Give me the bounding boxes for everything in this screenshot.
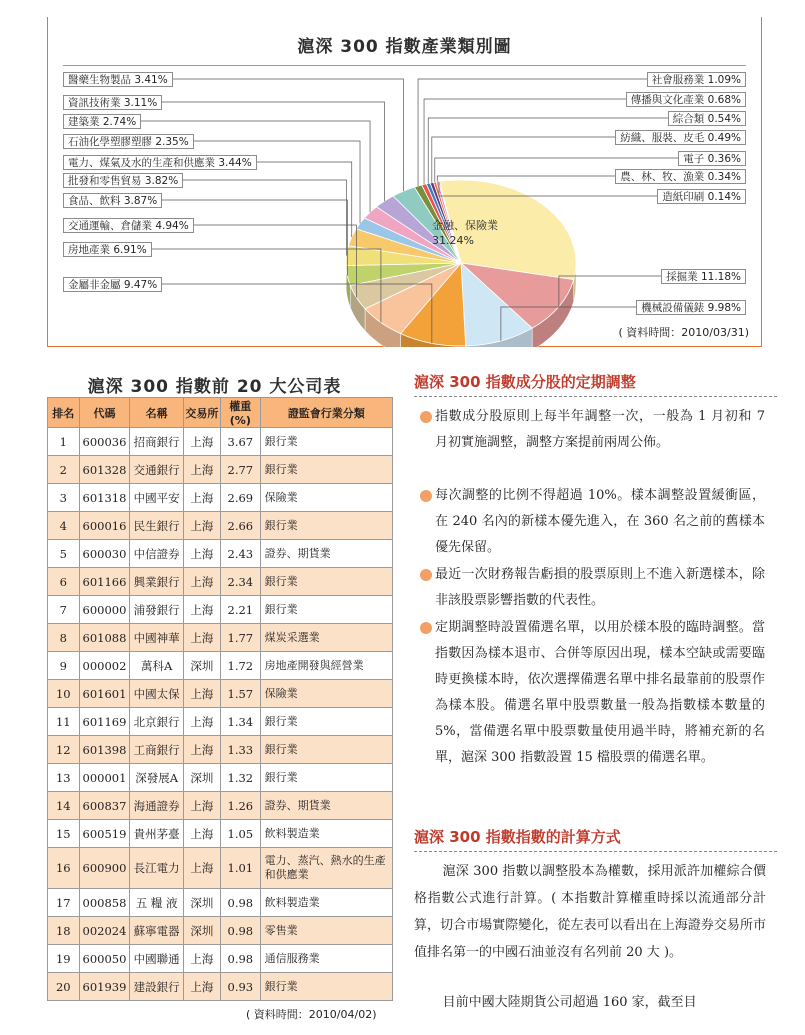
- table-cell: 601601: [79, 680, 130, 708]
- table-cell: 20: [48, 973, 80, 1001]
- table-cell: 銀行業: [260, 708, 392, 736]
- table-cell: 民生銀行: [130, 512, 183, 540]
- table-row: [48, 889, 393, 917]
- pie-label: 農、林、牧、漁業 0.34%: [615, 169, 746, 184]
- table-header-cell: 名稱: [130, 398, 183, 428]
- table-row: [48, 456, 393, 484]
- table-cell: 蘇寧電器: [130, 917, 183, 945]
- table-cell: 7: [48, 596, 80, 624]
- bullet-dot-icon: [420, 490, 432, 502]
- bullet-dot-icon: [420, 569, 432, 581]
- table-cell: 貴州茅臺: [130, 820, 183, 848]
- table-row: [48, 680, 393, 708]
- table-cell: 交通銀行: [130, 456, 183, 484]
- table-cell: 2: [48, 456, 80, 484]
- leader-line: [257, 162, 352, 237]
- table-cell: 1.72: [220, 652, 260, 680]
- table-row: [48, 848, 393, 889]
- table-row: [48, 568, 393, 596]
- table-cell: 中國神華: [130, 624, 183, 652]
- table-cell: 18: [48, 917, 80, 945]
- table-cell: 4: [48, 512, 80, 540]
- table-body: [48, 428, 393, 1001]
- table-cell: 9: [48, 652, 80, 680]
- table-cell: 保險業: [260, 484, 392, 512]
- table-cell: 1.57: [220, 680, 260, 708]
- pie-label: 造紙印刷 0.14%: [657, 189, 746, 204]
- pie-label: 傳播與文化產業 0.68%: [626, 92, 746, 107]
- table-cell: 長江電力: [130, 848, 183, 889]
- table-cell: 1.34: [220, 708, 260, 736]
- section2-divider: [414, 851, 777, 852]
- table-cell: 601088: [79, 624, 130, 652]
- table-row: [48, 764, 393, 792]
- table-cell: 上海: [183, 680, 220, 708]
- table-cell: 13: [48, 764, 80, 792]
- table-cell: 0.98: [220, 945, 260, 973]
- table-cell: 19: [48, 945, 80, 973]
- table-cell: 601318: [79, 484, 130, 512]
- table-cell: 零售業: [260, 917, 392, 945]
- leader-line: [173, 79, 403, 191]
- table-cell: 600050: [79, 945, 130, 973]
- table-cell: 600030: [79, 540, 130, 568]
- table-cell: 1.77: [220, 624, 260, 652]
- table-cell: 工商銀行: [130, 736, 183, 764]
- table-cell: 6: [48, 568, 80, 596]
- table-cell: 上海: [183, 945, 220, 973]
- leader-line: [183, 180, 346, 256]
- section2-title: 滬深 300 指數指數的計算方式: [414, 828, 621, 846]
- table-cell: 電力、蒸汽、熱水的生產和供應業: [260, 848, 392, 889]
- leader-line: [162, 200, 347, 276]
- table-cell: 2.66: [220, 512, 260, 540]
- pie-label: 建築業 2.74%: [63, 114, 141, 129]
- bullet-text: 最近一次財務報告虧損的股票原則上不進入新選樣本，除非該股票影響指數的代表性。: [435, 567, 765, 608]
- table-cell: 2.77: [220, 456, 260, 484]
- pie-label: 綜合類 0.54%: [668, 111, 746, 126]
- table-cell: 601398: [79, 736, 130, 764]
- table-header-cell: 代碼: [79, 398, 130, 428]
- table-cell: 上海: [183, 596, 220, 624]
- table-cell: 3.67: [220, 428, 260, 456]
- table-cell: 上海: [183, 484, 220, 512]
- table-cell: 002024: [79, 917, 130, 945]
- table-cell: 興業銀行: [130, 568, 183, 596]
- table-cell: 上海: [183, 792, 220, 820]
- table-cell: 601328: [79, 456, 130, 484]
- pie-label: 房地產業 6.91%: [63, 242, 152, 257]
- leader-line: [194, 225, 356, 297]
- pie-label: 資訊技術業 3.11%: [63, 95, 162, 110]
- top20-table: [47, 397, 393, 1001]
- table-cell: 600016: [79, 512, 130, 540]
- table-row: [48, 736, 393, 764]
- table-cell: 0.98: [220, 889, 260, 917]
- table-source-note: ( 資料時間：2010/04/02): [246, 1008, 377, 1021]
- table-cell: 上海: [183, 736, 220, 764]
- leader-line: [162, 102, 384, 201]
- table-cell: 銀行業: [260, 456, 392, 484]
- table-cell: 15: [48, 820, 80, 848]
- table-cell: 1.26: [220, 792, 260, 820]
- pie-label: 紡織、服裝、皮毛 0.49%: [615, 130, 746, 145]
- bullet-item: [420, 483, 765, 561]
- table-cell: 中信證券: [130, 540, 183, 568]
- table-cell: 上海: [183, 512, 220, 540]
- table-cell: 銀行業: [260, 736, 392, 764]
- table-row: [48, 540, 393, 568]
- table-cell: 3: [48, 484, 80, 512]
- table-row: [48, 484, 393, 512]
- table-cell: 000001: [79, 764, 130, 792]
- bullet-item: [420, 404, 765, 456]
- calc-paragraph: 滬深 300 指數以調整股本為權數，採用派許加權綜合價格指數公式進行計算。( 本指數計算權重時採以流通部分計算，切合市場實際變化，從左表可以看出在上海證券交易所市值排名第一的中國石油並沒有名列前 20 大 )。: [414, 864, 766, 960]
- table-cell: 2.21: [220, 596, 260, 624]
- table-header-cell: 權重 (%): [220, 398, 260, 428]
- table-row: [48, 792, 393, 820]
- table-row: [48, 596, 393, 624]
- table-cell: 600900: [79, 848, 130, 889]
- table-cell: 中國聯通: [130, 945, 183, 973]
- bullet-dot-icon: [420, 622, 432, 634]
- table-cell: 房地產開發與經營業: [260, 652, 392, 680]
- table-cell: 銀行業: [260, 764, 392, 792]
- table-cell: 銀行業: [260, 428, 392, 456]
- table-cell: 上海: [183, 540, 220, 568]
- chart-source-note: ( 資料時間：2010/03/31): [618, 326, 749, 339]
- table-cell: 16: [48, 848, 80, 889]
- table-cell: 通信服務業: [260, 945, 392, 973]
- table-cell: 0.98: [220, 917, 260, 945]
- table-cell: 飲料製造業: [260, 820, 392, 848]
- pie-label: 電力、煤氣及水的生產和供應業 3.44%: [63, 155, 257, 170]
- table-cell: 600519: [79, 820, 130, 848]
- table-cell: 17: [48, 889, 80, 917]
- table-cell: 煤炭采選業: [260, 624, 392, 652]
- pie-label: 機械設備儀錶 9.98%: [636, 300, 746, 315]
- table-cell: 萬科A: [130, 652, 183, 680]
- table-cell: 12: [48, 736, 80, 764]
- table-cell: 600837: [79, 792, 130, 820]
- pie-label: 採掘業 11.18%: [661, 269, 746, 284]
- table-cell: 2.69: [220, 484, 260, 512]
- table-row: [48, 652, 393, 680]
- table-cell: 上海: [183, 456, 220, 484]
- table-cell: 1.05: [220, 820, 260, 848]
- table-cell: 5: [48, 540, 80, 568]
- table-cell: 銀行業: [260, 512, 392, 540]
- table-cell: 深圳: [183, 917, 220, 945]
- table-cell: 上海: [183, 708, 220, 736]
- table-cell: 600000: [79, 596, 130, 624]
- table-cell: 2.34: [220, 568, 260, 596]
- table-cell: 1.01: [220, 848, 260, 889]
- table-title: 滬深 300 指數前 20 大公司表: [87, 377, 342, 397]
- table-header-row: [48, 398, 393, 428]
- table-row: [48, 820, 393, 848]
- pie-label: 交通運輸、倉儲業 4.94%: [63, 218, 194, 233]
- pie-label-on-slice: 金融、保險業 31.24%: [432, 219, 498, 247]
- closing-paragraph: 目前中國大陸期貨公司超過 160 家，截至目: [442, 995, 697, 1010]
- table-cell: 銀行業: [260, 568, 392, 596]
- table-cell: 深發展A: [130, 764, 183, 792]
- table-cell: 000002: [79, 652, 130, 680]
- table-row: [48, 917, 393, 945]
- pie-label: 電子 0.36%: [678, 151, 746, 166]
- table-cell: 上海: [183, 820, 220, 848]
- table-row: [48, 428, 393, 456]
- table-row: [48, 973, 393, 1001]
- table-cell: 五 糧 液: [130, 889, 183, 917]
- table-row: [48, 945, 393, 973]
- table-cell: 深圳: [183, 652, 220, 680]
- bullet-item: [420, 615, 765, 771]
- chart-title: 滬深 300 指數產業類別圖: [297, 37, 512, 57]
- pie-label: 食品、飲料 3.87%: [63, 193, 162, 208]
- table-header-cell: 證監會行業分類: [260, 398, 392, 428]
- table-cell: 海通證券: [130, 792, 183, 820]
- bullet-text: 定期調整時設置備選名單，以用於樣本股的臨時調整。當指數因為樣本退市、合併等原因出現，樣本空缺或需要臨時更換樣本時，依次選擇備選名單中排名最靠前的股票作為樣本股。備選名單中股票數量一般為指數樣本數量的 5%，當備選名單中股票數量使用過半時，將補充新的名單，滬深 300 指數設置 15 檔股票的備選名單。: [435, 620, 765, 765]
- pie-label: 醫藥生物製品 3.41%: [63, 72, 173, 87]
- table-cell: 601166: [79, 568, 130, 596]
- table-cell: 000858: [79, 889, 130, 917]
- table-cell: 1.33: [220, 736, 260, 764]
- table-cell: 銀行業: [260, 973, 392, 1001]
- table-cell: 上海: [183, 973, 220, 1001]
- table-cell: 601169: [79, 708, 130, 736]
- table-cell: 14: [48, 792, 80, 820]
- table-cell: 北京銀行: [130, 708, 183, 736]
- pie-label: 石油化學塑膠塑膠 2.35%: [63, 134, 194, 149]
- table-cell: 深圳: [183, 764, 220, 792]
- table-cell: 1: [48, 428, 80, 456]
- table-cell: 建設銀行: [130, 973, 183, 1001]
- table-cell: 證券、期貨業: [260, 792, 392, 820]
- table-row: [48, 512, 393, 540]
- leader-line: [424, 99, 628, 184]
- table-cell: 飲料製造業: [260, 889, 392, 917]
- table-cell: 10: [48, 680, 80, 708]
- pie-label: 社會服務業 1.09%: [647, 72, 746, 87]
- table-cell: 8: [48, 624, 80, 652]
- table-cell: 保險業: [260, 680, 392, 708]
- pie-label: 批發和零售貿易 3.82%: [63, 173, 183, 188]
- bullet-item: [420, 562, 765, 614]
- table-cell: 銀行業: [260, 596, 392, 624]
- table-cell: 601939: [79, 973, 130, 1001]
- table-cell: 中國太保: [130, 680, 183, 708]
- table-cell: 深圳: [183, 889, 220, 917]
- table-cell: 招商銀行: [130, 428, 183, 456]
- bullet-dot-icon: [420, 411, 432, 423]
- section1-title: 滬深 300 指數成分股的定期調整: [414, 373, 636, 391]
- table-cell: 證券、期貨業: [260, 540, 392, 568]
- table-cell: 1.32: [220, 764, 260, 792]
- table-cell: 中國平安: [130, 484, 183, 512]
- table-cell: 上海: [183, 428, 220, 456]
- table-cell: 2.43: [220, 540, 260, 568]
- table-cell: 0.93: [220, 973, 260, 1001]
- table-cell: 上海: [183, 568, 220, 596]
- table-cell: 11: [48, 708, 80, 736]
- table-cell: 600036: [79, 428, 130, 456]
- pie-chart-panel: [47, 17, 762, 347]
- bullet-text: 每次調整的比例不得超過 10%。樣本調整設置緩衝區，在 240 名內的新樣本優先進入，在 360 名之前的舊樣本優先保留。: [435, 488, 765, 555]
- table-cell: 上海: [183, 848, 220, 889]
- bullet-text: 指數成分股原則上每半年調整一次，一般為 1 月初和 7 月初實施調整，調整方案提前兩周公佈。: [435, 409, 765, 450]
- pie-label: 金屬非金屬 9.47%: [63, 277, 162, 292]
- table-header-cell: 交易所: [183, 398, 220, 428]
- leader-line: [194, 141, 360, 223]
- section1-divider: [414, 396, 777, 397]
- table-header-cell: 排名: [48, 398, 80, 428]
- table-row: [48, 708, 393, 736]
- table-cell: 上海: [183, 624, 220, 652]
- table-cell: 浦發銀行: [130, 596, 183, 624]
- table-row: [48, 624, 393, 652]
